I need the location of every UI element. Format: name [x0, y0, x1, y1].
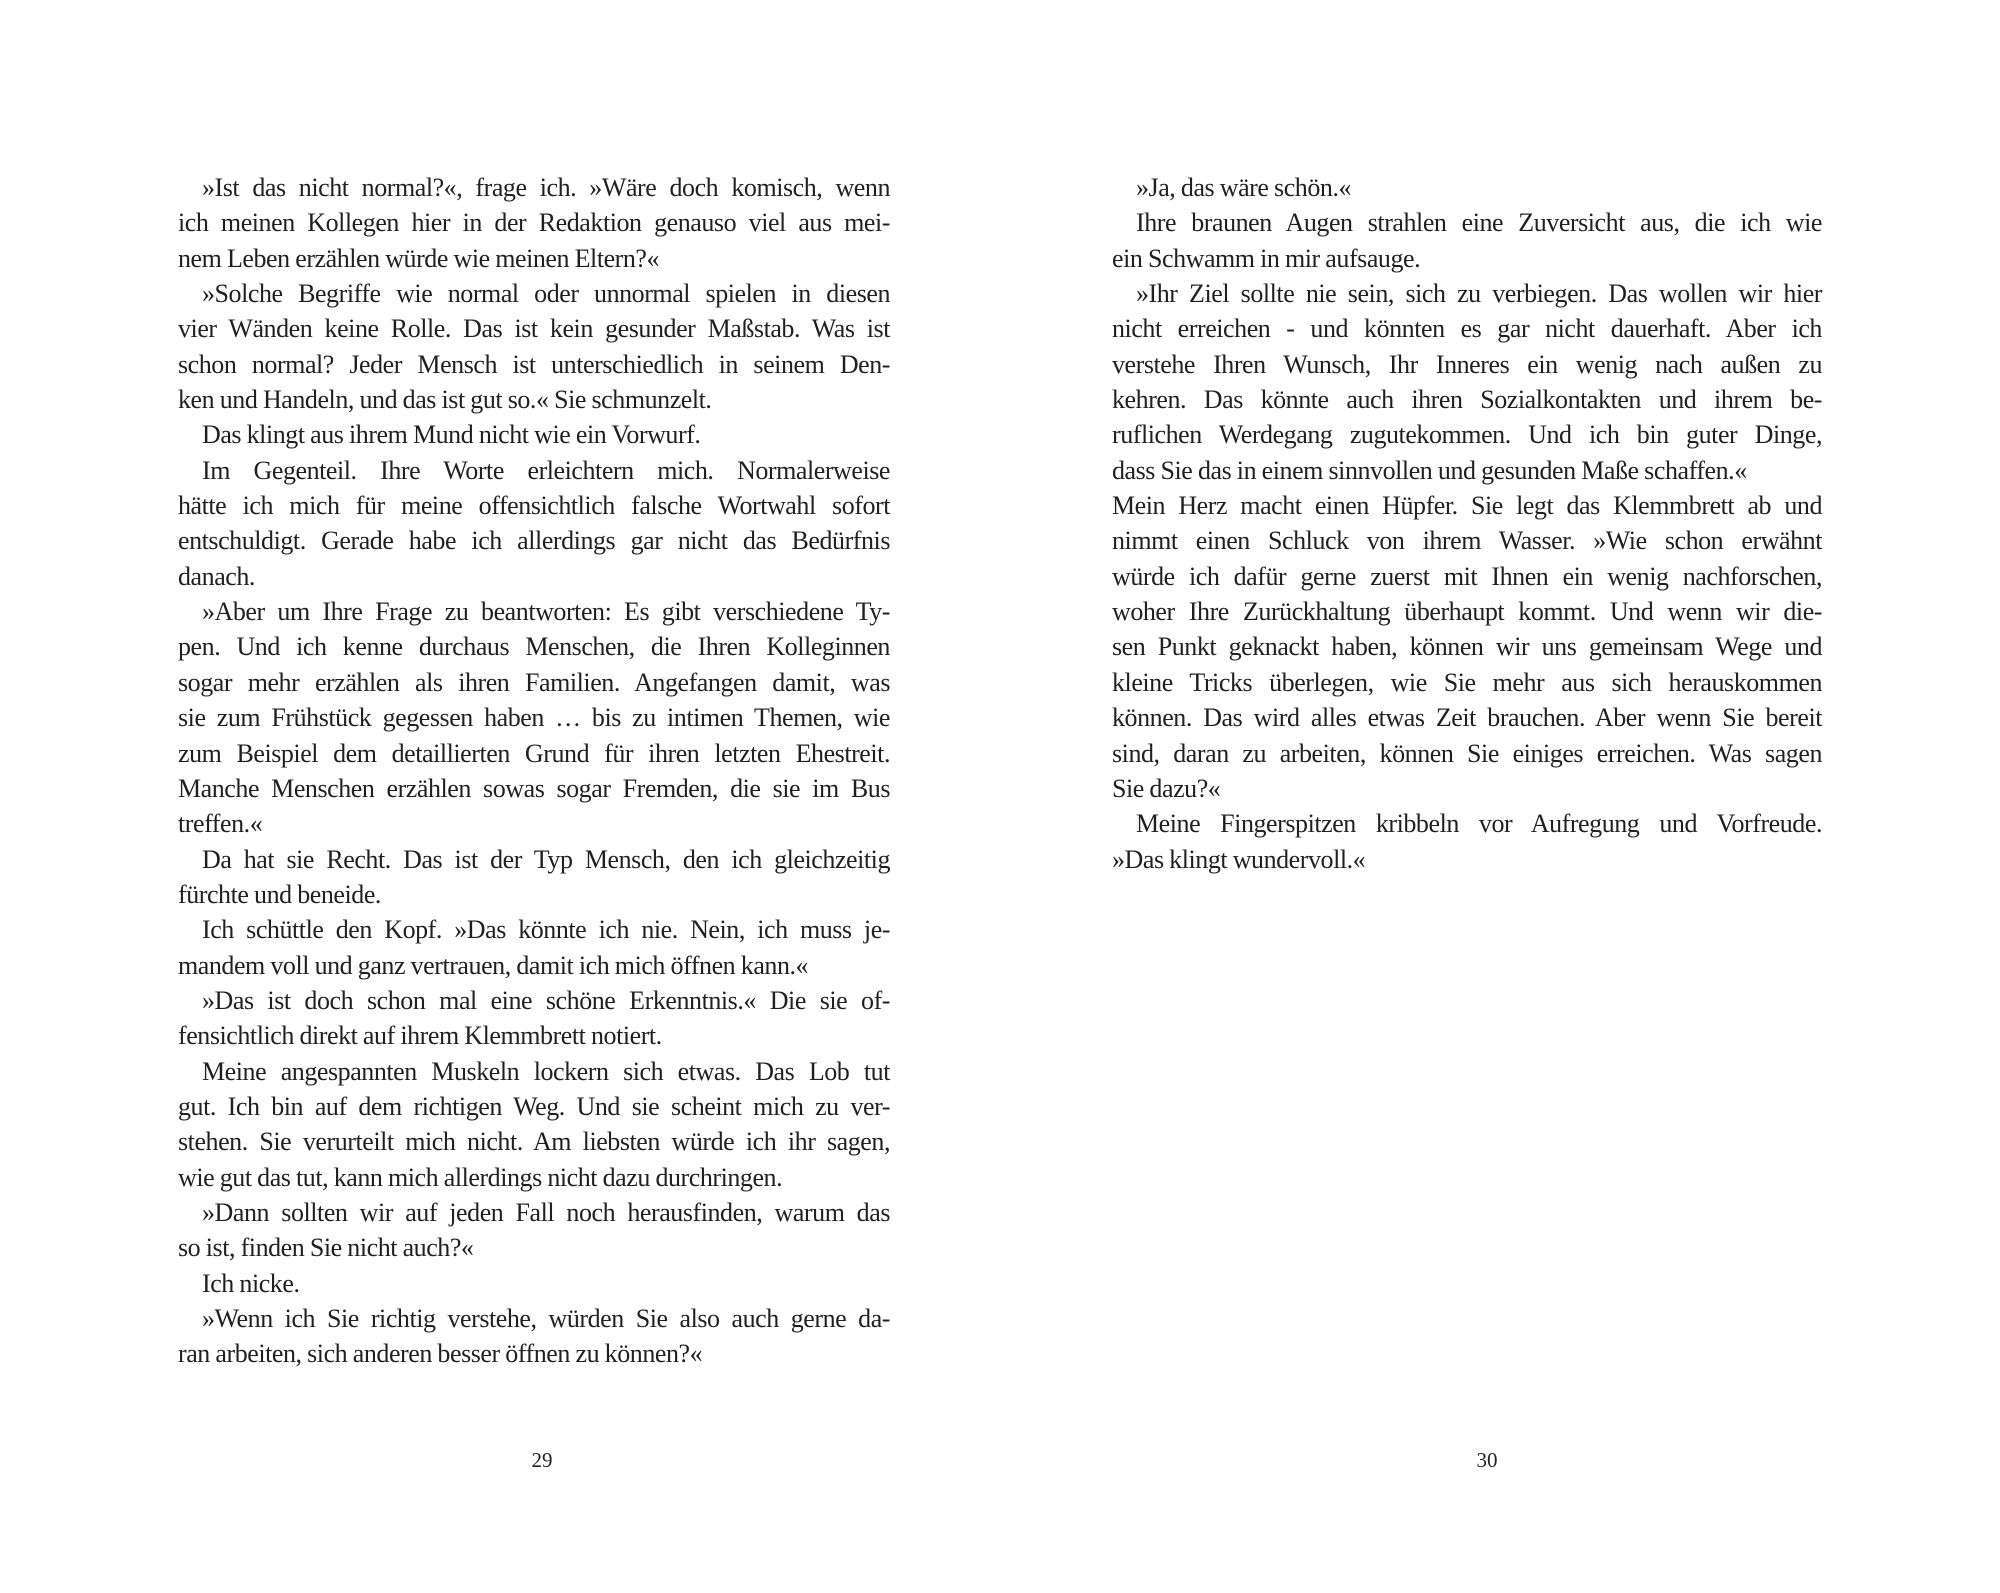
text-line: ken und Handeln, und das ist gut so.« Sie schmunzelt.: [178, 385, 712, 415]
right-page-text: [1112, 170, 1822, 877]
text-line: »Aber um Ihre Frage zu beantworten: Es gibt verschiedene Ty-: [202, 597, 890, 627]
text-line: dass Sie das in einem sinnvollen und gesunden Maße schaffen.«: [1112, 455, 1747, 485]
text-line: Sie dazu?«: [1112, 773, 1221, 803]
text-line: würde ich dafür gerne zuerst mit Ihnen ein wenig nachforschen,: [1112, 561, 1822, 591]
page-number-left: 29: [531, 1448, 553, 1472]
text-line: sogar mehr erzählen als ihren Familien. Angefangen damit, was: [178, 667, 890, 697]
text-line: Meine Fingerspitzen kribbeln vor Aufregung und Vorfreude.: [1136, 809, 1822, 839]
text-line: »Das ist doch schon mal eine schöne Erkenntnis.« Die sie of-: [202, 985, 890, 1015]
left-page-text: [178, 170, 890, 1372]
text-line: woher Ihre Zurückhaltung überhaupt kommt. Und wenn wir die-: [1112, 597, 1822, 627]
text-line: Meine angespannten Muskeln lockern sich etwas. Das Lob tut: [202, 1056, 890, 1086]
text-line: ruflichen Werdegang zugutekommen. Und ich bin guter Dinge,: [1112, 420, 1822, 450]
text-line: treffen.«: [178, 809, 263, 839]
text-line: Manche Menschen erzählen sowas sogar Fremden, die sie im Bus: [178, 773, 890, 803]
text-line: fensichtlich direkt auf ihrem Klemmbrett notiert.: [178, 1021, 662, 1051]
text-line: mandem voll und ganz vertrauen, damit ich mich öffnen kann.«: [178, 950, 809, 980]
text-line: Mein Herz macht einen Hüpfer. Sie legt das Klemmbrett ab und: [1112, 491, 1822, 521]
text-line: gut. Ich bin auf dem richtigen Weg. Und sie scheint mich zu ver-: [178, 1091, 890, 1121]
text-line: »Ja, das wäre schön.«: [1136, 173, 1352, 202]
text-line: nicht erreichen - und könnten es gar nicht dauerhaft. Aber ich: [1112, 314, 1822, 344]
text-line: stehen. Sie verurteilt mich nicht. Am liebsten würde ich ihr sagen,: [178, 1127, 890, 1157]
text-line: Im Gegenteil. Ihre Worte erleichtern mich. Normalerweise: [202, 455, 890, 485]
text-line: zum Beispiel dem detaillierten Grund für ihren letzten Ehestreit.: [178, 738, 890, 768]
text-line: Ihre braunen Augen strahlen eine Zuversicht aus, die ich wie: [1136, 208, 1822, 238]
text-line: Ich nicke.: [202, 1268, 300, 1298]
text-line: vier Wänden keine Rolle. Das ist kein gesunder Maßstab. Was ist: [178, 314, 890, 344]
text-line: verstehe Ihren Wunsch, Ihr Inneres ein wenig nach außen zu: [1112, 349, 1822, 379]
text-line: kleine Tricks überlegen, wie Sie mehr aus sich herauskommen: [1112, 667, 1822, 697]
text-line: kehren. Das könnte auch ihren Sozialkontakten und ihrem be-: [1112, 385, 1822, 415]
text-line: nem Leben erzählen würde wie meinen Eltern?«: [178, 243, 660, 273]
text-line: »Ist das nicht normal?«, frage ich. »Wäre doch komisch, wenn: [202, 173, 890, 202]
text-line: nimmt einen Schluck von ihrem Wasser. »Wie schon erwähnt: [1112, 526, 1822, 556]
text-line: hätte ich mich für meine offensichtlich falsche Wortwahl sofort: [178, 491, 890, 521]
text-line: Da hat sie Recht. Das ist der Typ Mensch, den ich gleichzeitig: [202, 844, 890, 874]
text-line: entschuldigt. Gerade habe ich allerdings gar nicht das Bedürfnis: [178, 526, 890, 556]
text-line: »Ihr Ziel sollte nie sein, sich zu verbiegen. Das wollen wir hier: [1136, 279, 1822, 309]
text-line: »Wenn ich Sie richtig verstehe, würden Sie also auch gerne da-: [202, 1304, 890, 1333]
text-line: pen. Und ich kenne durchaus Menschen, die Ihren Kolleginnen: [178, 632, 890, 662]
text-line: »Das klingt wundervoll.«: [1112, 844, 1366, 874]
text-line: schon normal? Jeder Mensch ist unterschiedlich in seinem Den-: [178, 349, 890, 379]
text-line: können. Das wird alles etwas Zeit brauchen. Aber wenn Sie bereit: [1112, 703, 1822, 733]
text-line: Das klingt aus ihrem Mund nicht wie ein Vorwurf.: [202, 420, 701, 450]
text-line: so ist, finden Sie nicht auch?«: [178, 1233, 474, 1263]
text-line: fürchte und beneide.: [178, 879, 381, 909]
text-line: wie gut das tut, kann mich allerdings nicht dazu durchringen.: [178, 1162, 783, 1192]
text-line: ein Schwamm in mir aufsauge.: [1112, 243, 1421, 273]
text-line: Ich schüttle den Kopf. »Das könnte ich nie. Nein, ich muss je-: [202, 915, 890, 945]
page-number-right: 30: [1476, 1448, 1498, 1472]
text-line: sind, daran zu arbeiten, können Sie einiges erreichen. Was sagen: [1112, 738, 1822, 768]
text-line: ran arbeiten, sich anderen besser öffnen zu können?«: [178, 1339, 703, 1369]
text-line: »Solche Begriffe wie normal oder unnormal spielen in diesen: [202, 279, 890, 309]
text-line: ich meinen Kollegen hier in der Redaktion genauso viel aus mei-: [178, 208, 890, 238]
text-line: danach.: [178, 561, 255, 591]
text-line: »Dann sollten wir auf jeden Fall noch herausfinden, warum das: [202, 1197, 890, 1227]
text-line: sen Punkt geknackt haben, können wir uns gemeinsam Wege und: [1112, 632, 1822, 662]
text-line: sie zum Frühstück gegessen haben … bis zu intimen Themen, wie: [178, 703, 890, 733]
